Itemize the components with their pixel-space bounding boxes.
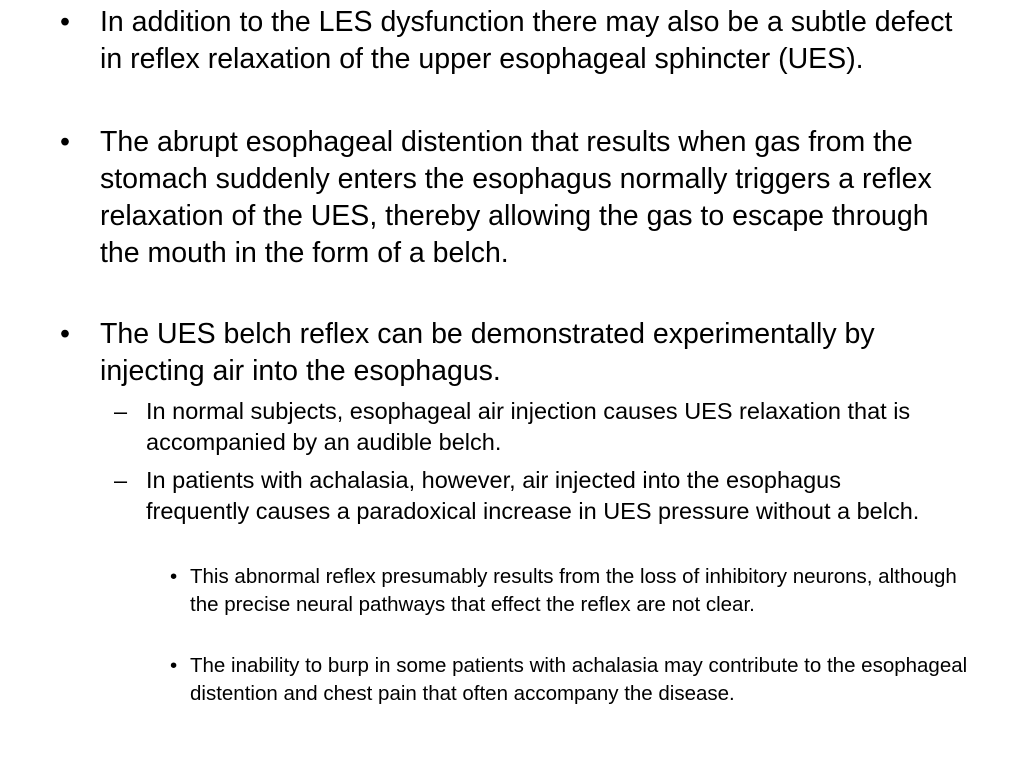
subbullet-text: In patients with achalasia, however, air injected into the esophagus frequently causes a paradoxical increase in UES pressure without a belch. [146, 467, 920, 524]
bullet-text: The UES belch reflex can be demonstrated experimentally by injecting air into the esophagus. [100, 318, 875, 387]
subsubbullet-inability-to-burp [170, 652, 970, 707]
subsubbullet-abnormal-reflex [170, 563, 970, 618]
subsubbullet-marker: • [170, 654, 178, 677]
bullet-belch-reflex [60, 316, 970, 390]
bullet-les-dysfunction [60, 4, 970, 78]
bullet-text: In addition to the LES dysfunction there may also be a subtle defect in reflex relaxation of the upper esophageal sphincter (UES). [100, 6, 953, 75]
bullet-text: The abrupt esophageal distention that results when gas from the stomach suddenly enters the esophagus normally triggers a reflex relaxation of the UES, thereby allowing the gas to escape through the mouth in the form of a belch. [100, 126, 932, 269]
bullet-marker: • [60, 318, 70, 350]
subbullet-marker: – [114, 398, 128, 424]
subbullet-normal-subjects [114, 396, 936, 458]
bullet-marker: • [60, 6, 70, 38]
subbullet-text: In normal subjects, esophageal air injection causes UES relaxation that is accompanied by an audible belch. [146, 398, 911, 455]
bullet-esophageal-distention [60, 124, 970, 272]
subsubbullet-text: The inability to burp in some patients with achalasia may contribute to the esophageal distention and chest pain that often accompany the disease. [190, 654, 968, 705]
subbullet-marker: – [114, 467, 128, 493]
bullet-marker: • [60, 126, 70, 158]
subsubbullet-text: This abnormal reflex presumably results from the loss of inhibitory neurons, although the precise neural pathways that effect the reflex are not clear. [190, 565, 957, 616]
subsubbullet-marker: • [170, 565, 178, 588]
subbullet-achalasia-patients [114, 465, 936, 527]
